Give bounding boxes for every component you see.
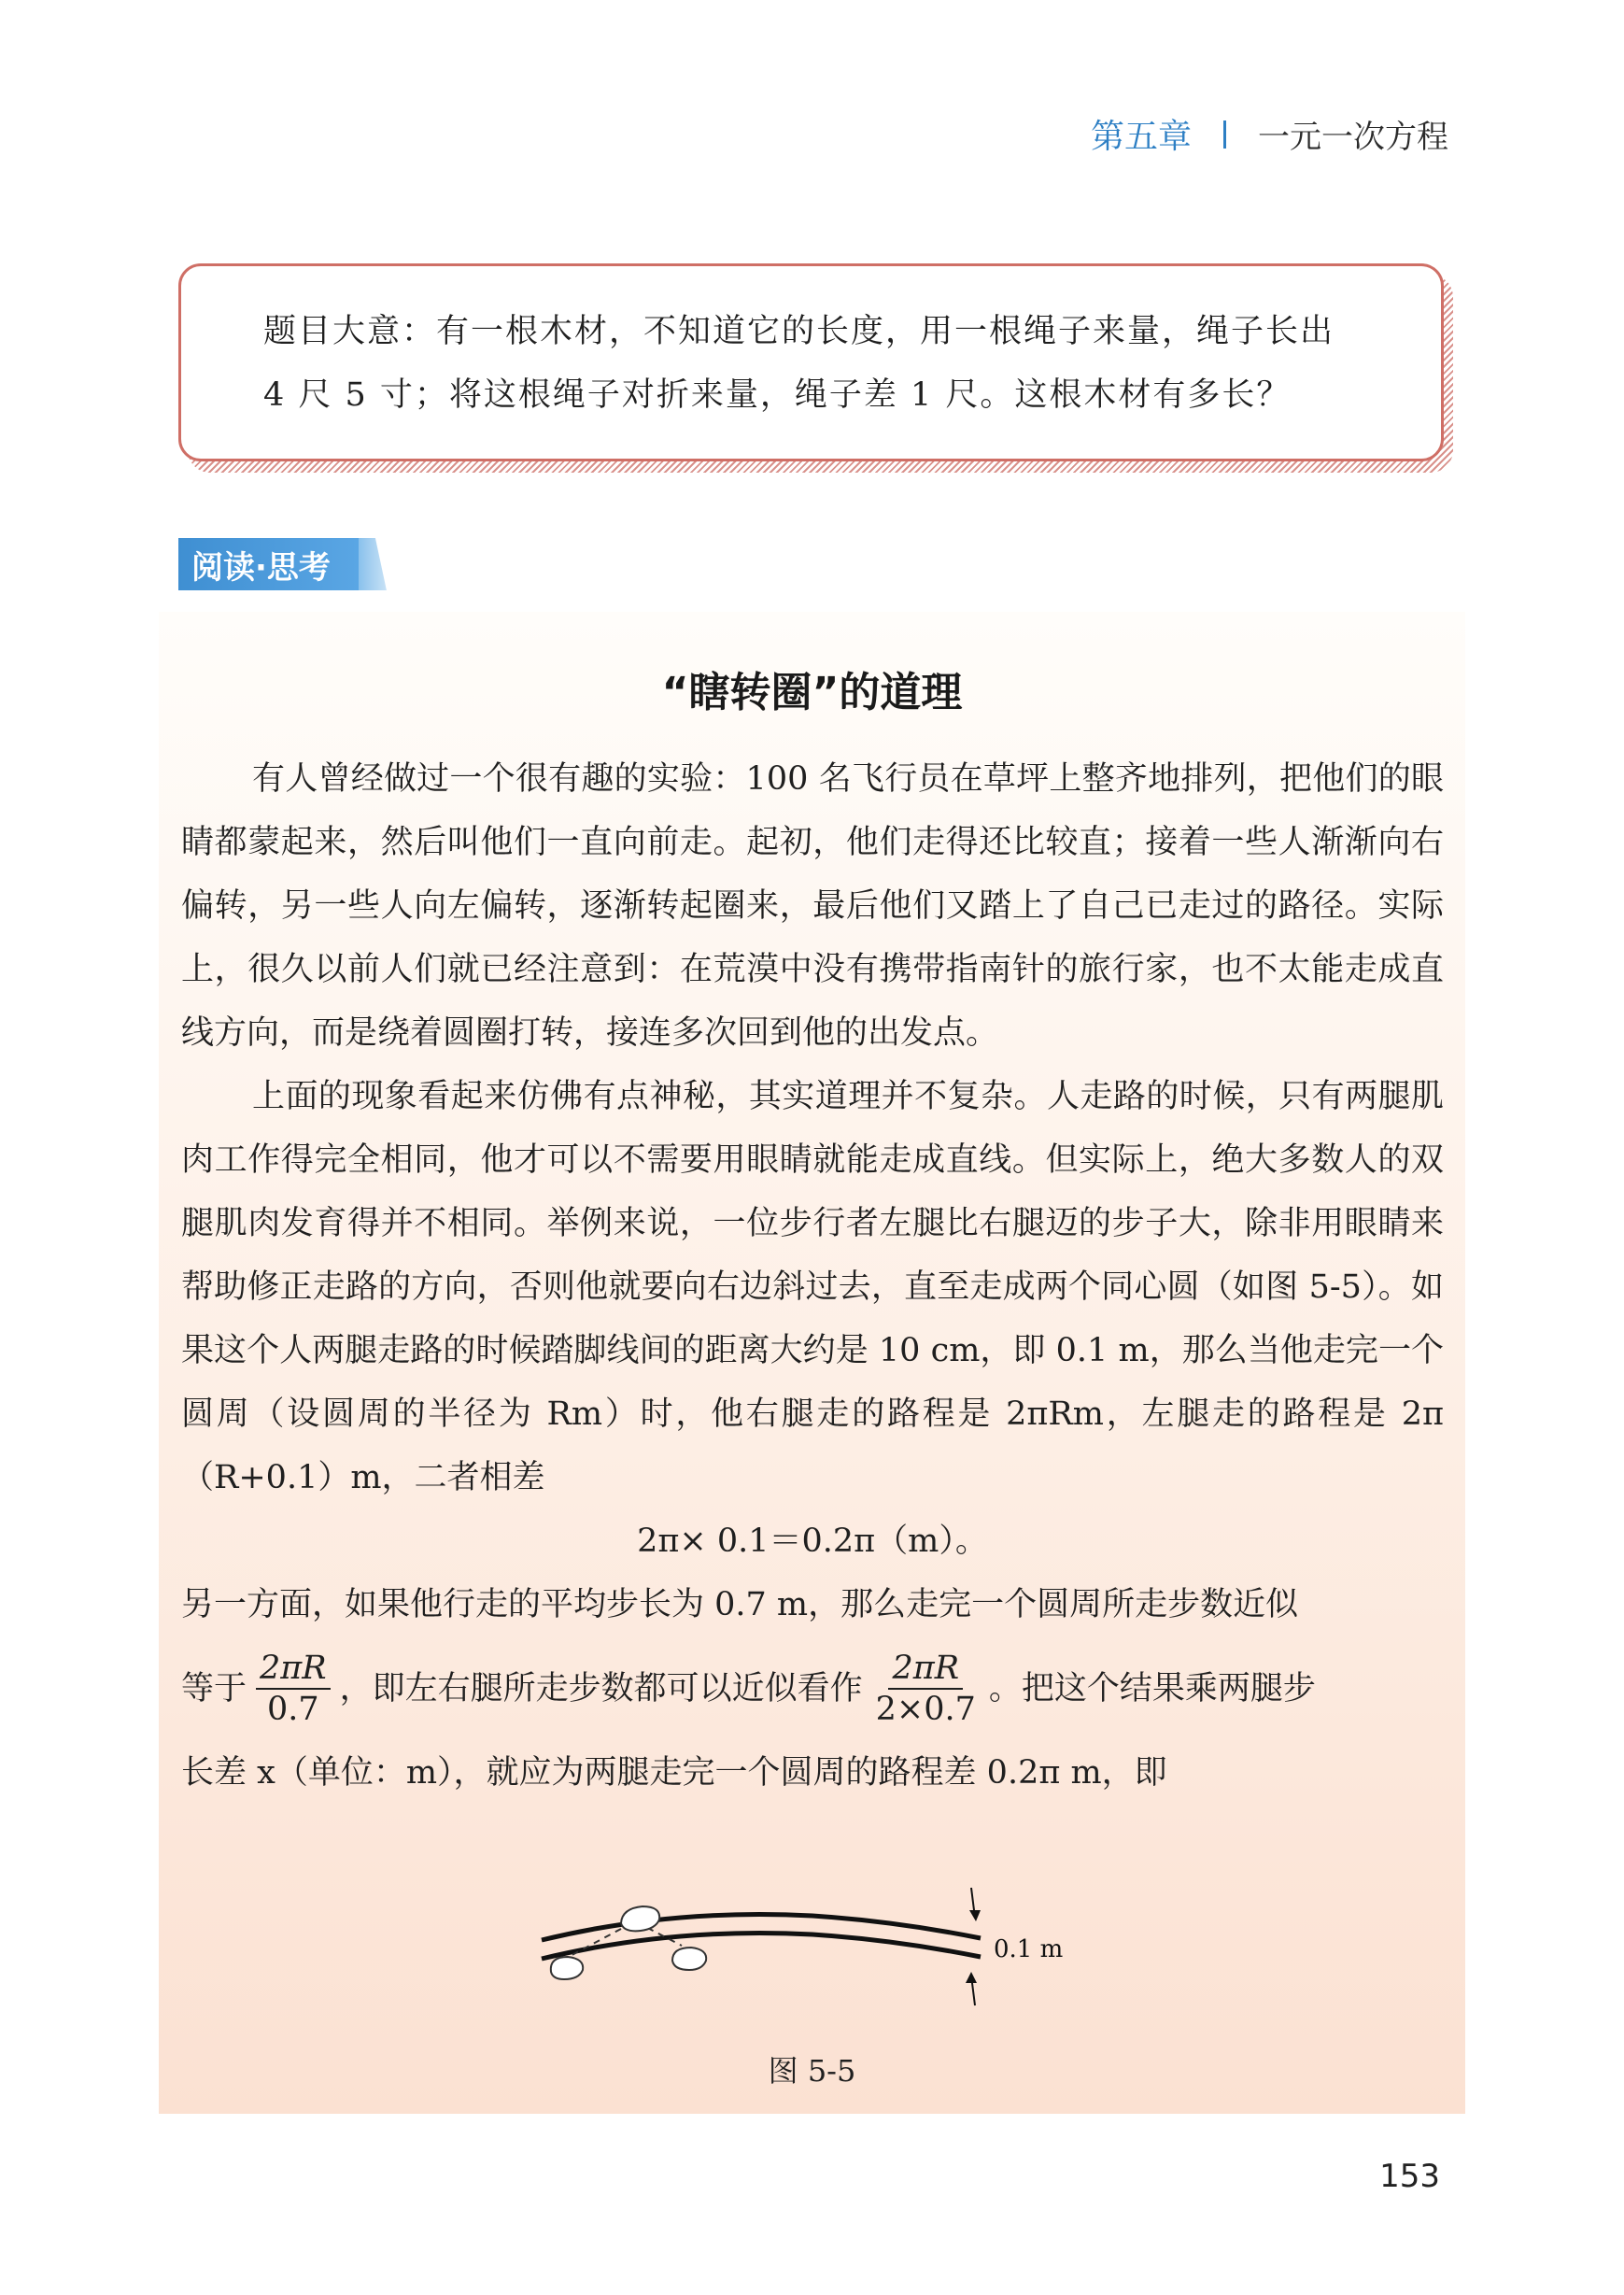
distance-annotation: 0.1 m xyxy=(994,1935,1064,1963)
section-tag-trail xyxy=(359,538,387,590)
reading-paragraph-3: 另一方面，如果他行走的平均步长为 0.7 m，那么走完一个圆周所走步数近似 xyxy=(181,1586,1299,1623)
reading-title: “瞎转圈”的道理 xyxy=(661,669,963,716)
fraction-1 xyxy=(256,1649,331,1729)
fraction-2 xyxy=(872,1649,980,1729)
reading-paragraph-1: 有人曾经做过一个很有趣的实验：100 名飞行员在草坪上整齐地排列，把他们的眼睛都蒙起来，然后叫他们一直向前走。起初，他们走得还比较直；接着一些人渐渐向右偏转，另一些人向左偏转，逐渐转起圈来，最后他们又踏上了自己已走过的路径。实际上，很久以前人们就已经注意到：在荒漠中没有携带指南针的旅行家，也不太能走成直线方向，而是绕着圆圈打转，接连多次回到他的出发点。 xyxy=(181,760,1444,1052)
section-tag-label: 阅读·思考 xyxy=(178,538,359,590)
reading-paragraph-4: 长差 x（单位：m），就应为两腿走完一个圆周的路程差 0.2π m，即 xyxy=(181,1754,1167,1792)
chapter-label: 第五章 xyxy=(1090,118,1192,156)
reading-paragraph-2: 上面的现象看起来仿佛有点神秘，其实道理并不复杂。人走路的时候，只有两腿肌肉工作得完全相同，他才可以不需要用眼睛就能走成直线。但实际上，绝大多数人的双腿肌肉发育得并不相同。举例来说，一位步行者左腿比右腿迈的步子大，除非用眼睛来帮助修正走路的方向，否则他就要向右边斜过去，直至走成两个同心圆（如图 5-5）。如果这个人两腿走路的时候踏脚线间的距离大约是 10 cm，即 0.1 m，那么当他走完一个圆周（设圆周的半径为 Rm）时，他右腿走的路程是 2πRm，左腿走的路程是 2π（R+0.1）m，二者相差 xyxy=(181,1078,1444,1496)
top-arrow-head xyxy=(969,1910,981,1921)
footprint-figure xyxy=(532,1882,1064,2013)
chapter-title: 一元一次方程 xyxy=(1258,119,1448,156)
fraction-line xyxy=(181,1636,1444,1741)
problem-line-2: 4 尺 5 寸；将这根绳子对折来量，绳子差 1 尺。这根木材有多长？ xyxy=(263,376,1292,414)
fraction-2-numerator: 2πR xyxy=(888,1649,963,1690)
section-tag xyxy=(178,538,387,590)
reading-panel xyxy=(159,612,1465,2114)
reading-body xyxy=(181,747,1444,1805)
fraction-line-text-a: 等于 xyxy=(181,1670,247,1707)
problem-box-content xyxy=(178,263,1444,461)
page-header xyxy=(1091,110,1448,158)
fraction-line-text-c: 。把这个结果乘两腿步 xyxy=(988,1670,1316,1707)
figure-caption: 图 5-5 xyxy=(768,2053,856,2089)
page-number: 153 xyxy=(1379,2158,1440,2195)
left-footprint-icon-2 xyxy=(672,1948,706,1970)
bottom-arrow-head xyxy=(966,1972,977,1983)
problem-box xyxy=(178,263,1444,461)
fraction-1-numerator: 2πR xyxy=(256,1649,331,1690)
fraction-1-denominator: 0.7 xyxy=(266,1691,319,1728)
header-separator xyxy=(1223,120,1226,149)
fraction-line-text-b: ，即左右腿所走步数都可以近似看作 xyxy=(339,1670,863,1707)
reading-formula: 2π× 0.1＝0.2π（m）。 xyxy=(637,1523,988,1560)
fraction-2-denominator: 2×0.7 xyxy=(875,1691,976,1728)
left-footprint-icon-1 xyxy=(621,1906,659,1931)
right-footprint-icon xyxy=(551,1957,583,1979)
problem-line-1: 题目大意：有一根木材，不知道它的长度，用一根绳子来量，绳子长出 xyxy=(263,313,1335,350)
